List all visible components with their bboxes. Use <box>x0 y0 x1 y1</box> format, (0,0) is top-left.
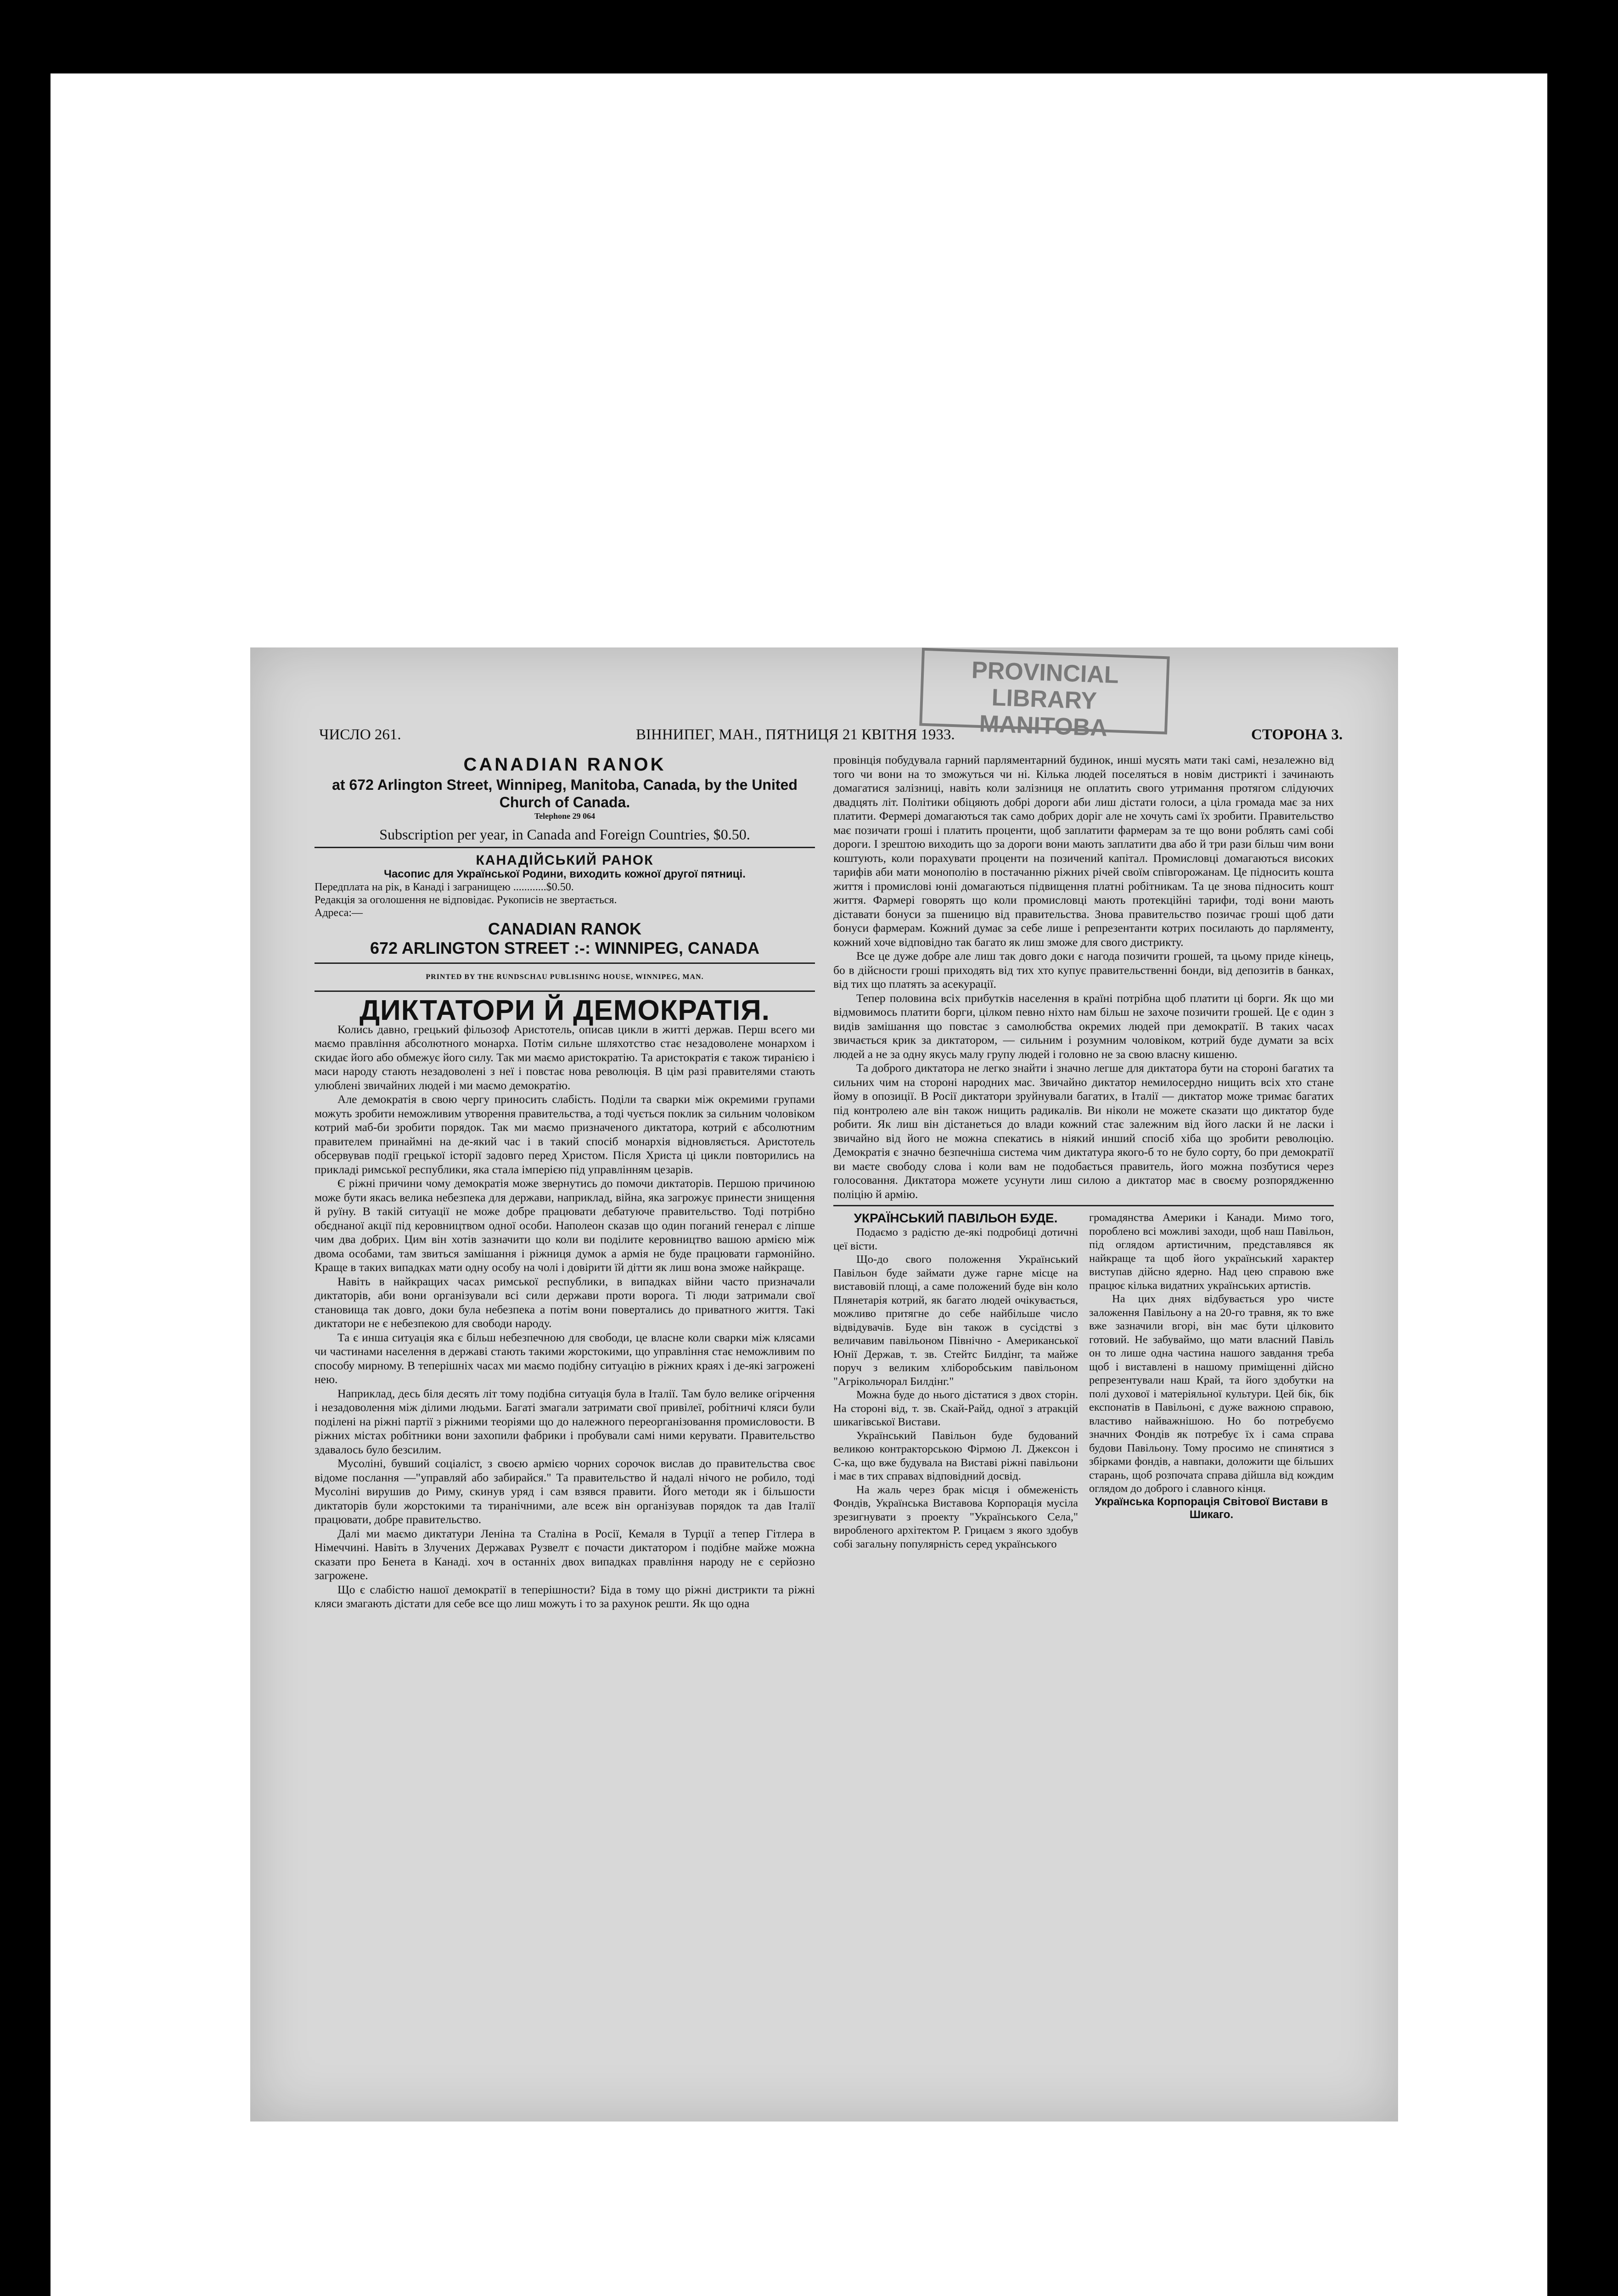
paragraph: Що-до свого положення Український Павільон буде займати дуже гарне місце на виставовій площі, а саме положений буде він коло Плянетарія котрий, як багато людей очікувається, можливо притягне до себе найбільше число відвідувачів. Буде він також в сусідстві з величавим павільоном Північно - Американської Юнії Держав, т. зв. Стейтс Билдінг, та майже поруч з великим хліборобським павільоном "Агрікольчорал Билдінг." <box>833 1253 1078 1388</box>
paragraph: Є ріжні причини чому демократія може звернутись до помочи диктаторів. Першою причиною може бути якась велика небезпека для держави, наприклад, війна, яка загрожує принести знищення й руїну. В такій ситуації не може добре працювати дебатуюче правительство. Тоді потрібно обєднаної акції під керовництвом одної особи. Наполеон сказав що один поганий генерал є ліпше чим два добрих. Цим він хотів зазначити що коли ви поділите керовництво вашою армією між двома особами, там звиться замішання і ріжниця думок а армія не буде працювати гармонійно. Краще в таких випадках мати одну особу на чолі і довірити їй дітти як лиш вона зможе найкраще. <box>315 1176 815 1274</box>
article-title: УКРАЇНСЬКИЙ ПАВІЛЬОН БУДЕ. <box>854 1211 1058 1225</box>
signature: Українська Корпорація Світової Вистави в Шикаго. <box>1095 1495 1328 1521</box>
paragraph: Наприклад, десь біля десять літ тому подібна ситуація була в Італії. Там було велике огірчення і незадоволення між ділими людьми. Багаті змагали затримати свої привілеї, робітничі кляси були поділені на ріжні партії з ріжними теоріями що до належного переорганізовання промисловости. В ріжних містах робітники вони захопили фабрики і пробували самі ними керувати. Правительство здавалось було безсилим. <box>315 1386 815 1456</box>
paragraph: На жаль через брак місця і обмеженість Фондів, Українська Виставова Корпорація мусіла зрезигнувати з проекту "Українського Села," виробленого архітектом Р. Грицаєм з якого здобув собі загальну популярність серед українського <box>833 1483 1078 1550</box>
paragraph: Колись давно, грецький фільозоф Аристотель, описав цикли в житті держав. Перш всего ми маємо правління абсолютного монарха. Потім сильне шляхотство стає незадоволене монархом і скидає його або обмежує його силу. Так ми маємо аристократію. Та аристократія є також тиранією і маси народу стають незадоволені з неї і повстає нова революція. В цім разі правителями стають улюблені звичайних людей і ми маємо демократію. <box>315 1022 815 1092</box>
library-stamp: PROVINCIAL LIBRARY MANITOBA <box>919 648 1170 735</box>
paragraph: Український Павільон буде будований великою контракторською Фірмою Л. Джексон і С-ка, що вже будувала на Виставі ріжні павільони і має в тих справах відповідний досвід. <box>833 1429 1078 1482</box>
paragraph: На цих днях відбувається уро чисте заложення Павільону а на 20-го травня, як то вже вже зазначили вгорі, він має бути цілковито готовий. Не забуваймо, що мати власний Павіль он то лише одна частина нашого завдання треба щоб і виставлені в нашому приміщенні дійсно репрезентували наш Край, та його здобутки на полі духової і матеріяльної культури. Цей бік, бік експонатів в Павільоні, є дуже важною справою, властиво найважнішою. Но бо потребуємо значних Фондів як потребує їх і сама справа будови Павільону. Тому просимо не спинятися з збірками фондів, а навпаки, доложити ще більших старань, щоб розпочата справа дійшла від кождим оглядом до доброго і славного кінця. <box>1089 1293 1334 1495</box>
printer-line: PRINTED BY THE RUNDSCHAU PUBLISHING HOUSE, WINNIPEG, MAN. <box>315 964 815 992</box>
pavilion-article <box>833 1205 1334 1551</box>
paragraph: Можна буде до нього дістатися з двох сторін. На стороні від, т. зв. Скай-Райд, одної з атракцій шикагівської Вистави. <box>833 1389 1078 1428</box>
paragraph: Подаємо з радістю де-які подробиці дотичні цеї вісти. <box>833 1226 1078 1252</box>
paragraph: Мусоліні, бувший соціаліст, з своєю армією чорних сорочок вислав до правительства своє відоме послання —"управляй або забирайся." Та правительство й надалі нічого не робило, тоді Мусоліні вирушив до Риму, скинув уряд і сам взявся правити. Його методи як і більшости диктаторів були жорстокими та тиранічними, але всеж він організував порядок та дав Італії працювати, добре правительство. <box>315 1457 815 1526</box>
left-column <box>315 753 815 1611</box>
english-masthead: CANADIAN RANOK at 672 Arlington Street, Winnipeg, Manitoba, Canada, by the United Church of Canada. Telephone 29 064 Subscription per year, in Canada and Foreign Countries, $0.50. <box>315 753 815 848</box>
paragraph: громадянства Америки і Канади. Мимо того, пороблено всі можливі заходи, щоб наш Павільон, під оглядом артистичним, представлявся як найкраще та щоб його український характер виступав дійсно ядерно. Над цею справою вже працює кілька видатних українських артистів. <box>1089 1211 1334 1292</box>
paragraph: Але демократія в свою чергу приносить слабість. Поділи та сварки між окремими групами можуть зробити неможливим утворення правительства, а тоді чується поклик за сильним чоловіком котрий маб-би зробити порядок. Так ми маємо призначеного диктатора, котрий є абсолютним правителем принаймні на де-який час і в такий спосіб монархія відновляється. Аристотель обсервував події грецької історії задовго перед Христом. Після Христа ці цикли повторились на прикладі римської республики, яка стала імперією під управлінням цезарів. <box>315 1092 815 1176</box>
ukrainian-masthead: КАНАДІЙСЬКИЙ РАНОК Часопис для Української Родини, виходить кожної другої пятниці. Передплата на рік, в Канаді і загранищею ............$0.50. Редакція за оголошення не відповідає. Рукописів не звертається. Адреса:— CANADIAN RANOK 672 ARLINGTON STREET :-: WINNIPEG, CANADA <box>315 848 815 964</box>
article-title: ДИКТАТОРИ Й ДЕМОКРАТІЯ. <box>360 995 770 1026</box>
paragraph: провінція побудувала гарний парляментарний будинок, инші мусять мати такі самі, незалежно від того чи вони на то зможуться чи ні. Кілька людей поселяться в новім дистрикті і зачинають домагатися залізниці, навіть коли залізниця не оплатить свого утримання протягом слідуючих двадцять літ. Політики обіцяють добрі дороги аби лиш дістати голоси, а ціла громада має за них платити. Фермері домагаються так само добрих доріг але не хочуть самі їх зробити. Правительство має позичати гроші і платить проценти, щоб заплатити фармерам за те що вони роблять самі собі дороги. І зрештою виходить що за дороги вони мають заплатити два або й три рази більш чим вони коштують, коли порахувати проценти на позичений капітал. Промисловці домагаються високих тарифів аби мати монополію в постачанню ріжних річей своїм співгорожанам. Це підносить кошта життя і промислові юніі домагаються підвищення платні робітникам. Та це знова підносить кошт життя. Фармері говорять що коли промисловці мають протекційні тарифи, тоді вони мають діставати бонуси за пшеницю від правительства. Знова правительство позичає гроші щоб дати бонуси фармерам. Кожний думає за себе лише і репрезентанти котрих посилають до парляменту, кожний хоче відповідно так багато як лиш зможе для свого дистрикту. <box>833 753 1334 949</box>
paragraph: Тепер половина всіх прибутків населення в країні потрібна щоб платити ці борги. Як що ми відмовимось платити борги, цілком певно ніхто нам більш не захоче позичити грошей. Це є один з видів замішання що повстає з самолюбства окремих людей при демократії. В таких часах звичається крик за диктатором, — сильним і розумним чоловіком, котрий буде думати за всіх людей а не за одну якусь малу групу людей і головно не за свою власну кишеню. <box>833 991 1334 1061</box>
pavilion-column-2 <box>1089 1211 1334 1551</box>
page-number: СТОРОНА 3. <box>1251 726 1343 743</box>
paragraph: Та доброго диктатора не легко знайти і значно легше для диктатора бути на стороні багатих та сильних чим на стороні народних мас. Звичайно диктатор немилосердно нищить всіх хто стане йому в опозиції. В Росії диктатори зруйнували багатих, в Італії — диктатор може тримає багатих під контролею але він також нищить радикалів. Ви ніколи не можете сказати що диктатор буде робити. Як лиш він дістанеться до влади кожний стає залежним від його ласки й не ласки і звичайно від його не можна спекатись в ніякий инший спосіб хіба що зробити революцію. Демократія є значно безпечніша система чим диктатура якого-б то не було сорту, бо при демократії ви маєте свободу слова і коли вам не подобається правитель, його можна позбутися через голосовання. Диктатора можете усунути лиш силою а диктатор має в своєму розпорядженню поліцію й армію. <box>833 1061 1334 1201</box>
paragraph: Та є инша ситуація яка є більш небезпечною для свободи, це власне коли сварки між клясами чи частинами населення в державі стають такими жорстокими, що управління стає неможливим по способу мирному. В теперішніх часах ми маємо подібну ситуацію в ріжних краях і де-які загрожені нею. <box>315 1330 815 1386</box>
pavilion-column-1 <box>833 1211 1078 1551</box>
paragraph: Все це дуже добре але лиш так довго доки є нагода позичити грошей, та цьому приде кінець, бо в дійсности гроші приходять від тих хто купує правительственні бонди, від депозитів в банках, від тих що платять за асекурації. <box>833 949 1334 990</box>
right-column <box>833 753 1334 1551</box>
issue-number: ЧИСЛО 261. <box>319 726 401 743</box>
place-date: ВІННИПЕГ, МАН., ПЯТНИЦЯ 21 КВІТНЯ 1933. <box>636 726 955 743</box>
paragraph: Що є слабістю нашої демократії в теперішности? Біда в тому що ріжні дистрикти та ріжні кляси змагають дістати для себе все що лиш можуть і то за рахунок решти. Як що одна <box>315 1582 815 1610</box>
paragraph: Навіть в найкращих часах римської республики, в випадках війни часто призначали диктаторів, аби вони організували всі сили держави проти ворога. Ті люди затримали свої становища так довго, доки була небезпека а потім вони повертались до приватного життя. Такі диктатори не є небезпекою для свободи народу. <box>315 1274 815 1330</box>
newspaper-page <box>250 647 1398 2122</box>
paragraph: Далі ми маємо диктатури Леніна та Сталіна в Росії, Кемаля в Турції а тепер Гітлера в Німеччині. Навіть в Злучених Державах Рузвелт є почасти диктатором і подібне майже можна сказати про Бенета в Канаді. хоч в останніх двох випадках правління народу не є серйозно загрожене. <box>315 1526 815 1582</box>
